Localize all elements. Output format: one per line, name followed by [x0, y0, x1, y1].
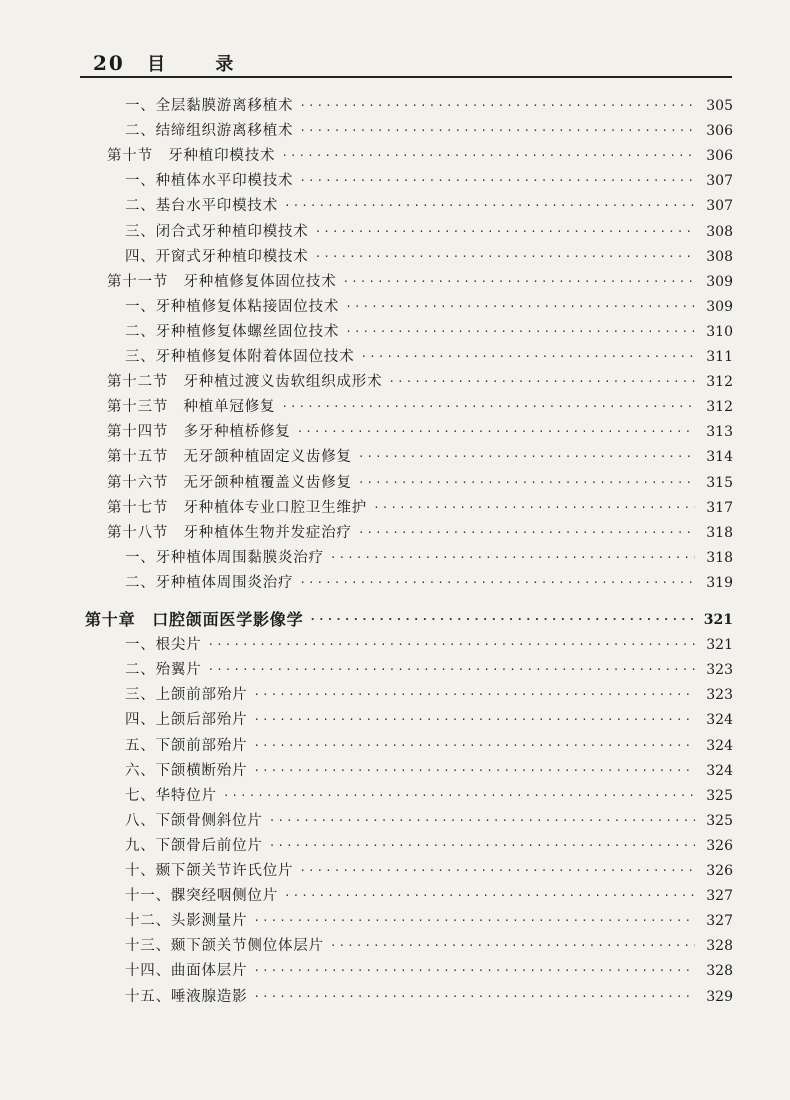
toc-page-number: 309: [706, 298, 733, 315]
toc-item-entry: [125, 94, 733, 116]
toc-section-entry: [107, 445, 733, 467]
toc-leader-dots: [309, 607, 695, 627]
toc-entry-title: 第十五节 无牙颌种植固定义齿修复: [107, 449, 352, 466]
toc-entry-title: 第十一节 牙种植修复体固位技术: [107, 273, 337, 290]
toc-leader-dots: [281, 143, 695, 163]
toc-item-entry: [125, 345, 733, 367]
toc-entry-title: 十三、颞下颌关节侧位体层片: [125, 938, 324, 955]
toc-leader-dots: [253, 707, 695, 727]
toc-entry-title: 一、全层黏膜游离移植术: [125, 98, 294, 114]
toc-entry-title: 十二、头影测量片: [125, 913, 248, 930]
toc-entry-title: 四、开窗式牙种植印模技术: [125, 248, 309, 265]
toc-item-entry: [125, 658, 733, 680]
toc-item-entry: [125, 959, 733, 981]
toc-page-number: 324: [706, 737, 733, 754]
toc-leader-dots: [253, 908, 695, 928]
toc-item-entry: [125, 734, 733, 756]
toc-leader-dots: [297, 419, 695, 439]
toc-entry-title: 二、殆翼片: [125, 662, 202, 679]
toc-page-number: 306: [706, 123, 733, 140]
toc-entry-title: 十一、髁突经咽侧位片: [125, 888, 278, 905]
toc-leader-dots: [253, 958, 695, 978]
running-title: 目 录: [147, 54, 256, 75]
toc-leader-dots: [281, 394, 695, 414]
toc-page-number: 312: [706, 374, 733, 391]
toc-leader-dots: [223, 783, 695, 803]
toc-entry-title: 一、根尖片: [125, 637, 202, 654]
toc-item-entry: [125, 985, 733, 1007]
toc-page-number: 318: [706, 549, 733, 566]
toc-page-number: 313: [706, 424, 733, 441]
toc-leader-dots: [358, 520, 695, 540]
toc-item-entry: [125, 119, 733, 141]
toc-leader-dots: [299, 858, 695, 878]
toc-entry-title: 一、牙种植体周围黏膜炎治疗: [125, 549, 324, 566]
toc-leader-dots: [358, 470, 695, 490]
toc-item-entry: [125, 571, 733, 593]
toc-leader-dots: [284, 193, 695, 213]
toc-item-entry: [125, 759, 733, 781]
toc-leader-dots: [361, 344, 696, 364]
toc-section-entry: [107, 496, 733, 518]
toc-page-number: 306: [706, 148, 733, 165]
toc-page-number: 325: [706, 787, 733, 804]
toc-page-number: 328: [706, 938, 733, 955]
header-rule: [80, 76, 732, 78]
toc-item-entry: [125, 859, 733, 881]
toc-page-number: 325: [706, 812, 733, 829]
toc-leader-dots: [343, 269, 696, 289]
toc-entry-title: 一、种植体水平印模技术: [125, 173, 294, 190]
toc-page-number: 319: [706, 574, 733, 591]
toc-entry-title: 二、结缔组织游离移植术: [125, 123, 294, 140]
toc-entry-title: 三、闭合式牙种植印模技术: [125, 223, 309, 240]
toc-page-number: 327: [706, 888, 733, 905]
toc-item-entry: [125, 633, 733, 655]
toc-page-number: 315: [706, 474, 733, 491]
toc-item-entry: [125, 245, 733, 267]
toc-entry-title: 第十三节 种植单冠修复: [107, 399, 276, 416]
toc-item-entry: [125, 169, 733, 191]
toc-page-number: 321: [703, 612, 733, 628]
toc-page-number: 305: [706, 98, 733, 114]
toc-page-number: 323: [706, 687, 733, 704]
toc-item-entry: [125, 220, 733, 242]
toc-page-number: 327: [706, 913, 733, 930]
toc-leader-dots: [299, 168, 695, 188]
toc-item-entry: [125, 546, 733, 568]
toc-page-number: 318: [706, 524, 733, 541]
toc-page-number: 328: [706, 963, 733, 980]
toc-entry-title: 二、牙种植体周围炎治疗: [125, 574, 294, 591]
toc-leader-dots: [253, 758, 695, 778]
toc-section-entry: [107, 420, 733, 442]
toc-section-entry: [107, 521, 733, 543]
toc-entry-title: 三、上颌前部殆片: [125, 687, 248, 704]
toc-page-number: 324: [706, 712, 733, 729]
toc-entry-title: 一、牙种植修复体粘接固位技术: [125, 298, 340, 315]
toc-leader-dots: [373, 495, 695, 515]
toc-leader-dots: [208, 632, 696, 652]
toc-leader-dots: [284, 883, 695, 903]
toc-entry-title: 五、下颌前部殆片: [125, 737, 248, 754]
toc-item-entry: [125, 784, 733, 806]
toc-entry-title: 十四、曲面体层片: [125, 963, 248, 980]
toc-page-number: 324: [706, 762, 733, 779]
toc-entry-title: 第十章 口腔颌面医学影像学: [85, 610, 304, 629]
toc-entry-title: 七、华特位片: [125, 787, 217, 804]
toc-page-number: 309: [706, 273, 733, 290]
toc-leader-dots: [330, 545, 695, 565]
toc-item-entry: [125, 295, 733, 317]
toc-entry-title: 三、牙种植修复体附着体固位技术: [125, 349, 355, 365]
toc-leader-dots: [208, 657, 696, 677]
toc-page-number: 311: [706, 349, 733, 365]
toc-leader-dots: [253, 733, 695, 753]
toc-page-number: 314: [706, 449, 733, 466]
page-header: [93, 50, 255, 76]
toc-entry-title: 第十二节 牙种植过渡义齿软组织成形术: [107, 374, 383, 391]
toc-section-entry: [107, 144, 733, 166]
toc-leader-dots: [345, 294, 695, 314]
toc-page-number: 321: [706, 637, 733, 654]
toc-page-number: 307: [706, 173, 733, 190]
toc-entry-title: 第十七节 牙种植体专业口腔卫生维护: [107, 499, 368, 516]
toc-item-entry: [125, 809, 733, 831]
toc-item-entry: [125, 683, 733, 705]
toc-leader-dots: [330, 933, 695, 953]
toc-chapter-entry: [85, 608, 733, 630]
toc-item-entry: [125, 834, 733, 856]
toc-entry-title: 二、牙种植修复体螺丝固位技术: [125, 323, 340, 340]
toc-page-number: 308: [706, 248, 733, 265]
toc-section-entry: [107, 395, 733, 417]
toc-leader-dots: [299, 93, 695, 113]
toc-page-number: 329: [706, 988, 733, 1005]
toc-item-entry: [125, 708, 733, 730]
toc-leader-dots: [269, 833, 695, 853]
toc-page-number: 326: [706, 863, 733, 879]
toc-leader-dots: [299, 118, 695, 138]
toc-entry-title: 二、基台水平印模技术: [125, 198, 278, 215]
toc-leader-dots: [345, 319, 695, 339]
toc-page-number: 326: [706, 837, 733, 854]
toc-entry-title: 十五、唾液腺造影: [125, 988, 248, 1005]
toc-entry-title: 四、上颌后部殆片: [125, 712, 248, 729]
toc-page-number: 308: [706, 223, 733, 240]
toc-page-number: 310: [706, 323, 733, 340]
toc-item-entry: [125, 320, 733, 342]
toc-page-number: 323: [706, 662, 733, 679]
toc-entry-title: 第十八节 牙种植体生物并发症治疗: [107, 524, 352, 541]
page-number: 20: [93, 51, 125, 75]
toc-leader-dots: [388, 369, 695, 389]
toc-page-number: 307: [706, 198, 733, 215]
toc-section-entry: [107, 471, 733, 493]
toc-item-entry: [125, 909, 733, 931]
toc-page-number: 317: [706, 499, 733, 516]
toc-leader-dots: [358, 444, 695, 464]
toc-item-entry: [125, 884, 733, 906]
toc-item-entry: [125, 194, 733, 216]
toc-leader-dots: [299, 570, 695, 590]
toc-page-number: 312: [706, 399, 733, 416]
toc-item-entry: [125, 934, 733, 956]
toc-entry-title: 第十四节 多牙种植桥修复: [107, 424, 291, 441]
toc-leader-dots: [315, 219, 695, 239]
toc-entry-title: 十、颞下颌关节许氏位片: [125, 863, 294, 879]
toc-section-entry: [107, 370, 733, 392]
toc-leader-dots: [315, 244, 695, 264]
toc-entry-title: 八、下颌骨侧斜位片: [125, 812, 263, 829]
toc-leader-dots: [253, 682, 695, 702]
toc-entry-title: 第十节 牙种植印模技术: [107, 148, 276, 165]
toc-entry-title: 第十六节 无牙颌种植覆盖义齿修复: [107, 474, 352, 491]
toc-section-entry: [107, 270, 733, 292]
toc-entry-title: 九、下颌骨后前位片: [125, 837, 263, 854]
toc-leader-dots: [269, 808, 695, 828]
toc-entry-title: 六、下颌横断殆片: [125, 762, 248, 779]
toc-leader-dots: [253, 984, 695, 1004]
